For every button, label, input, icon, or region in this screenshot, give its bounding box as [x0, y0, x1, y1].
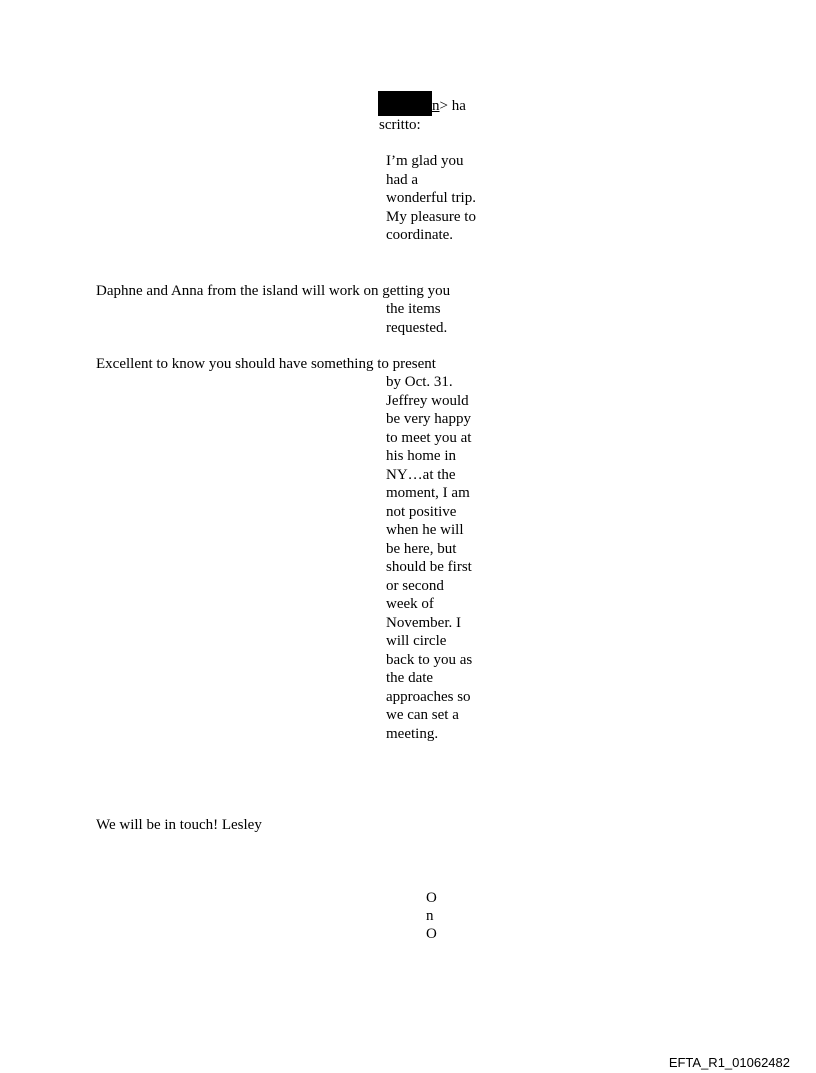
- stacked-letter-2: n: [426, 908, 434, 924]
- quoted-paragraph-3-lead: Excellent to know you should have something to present: [96, 356, 436, 372]
- scritto-label: scritto:: [379, 117, 421, 133]
- quoted-paragraph-2-rest: the items requested.: [386, 301, 448, 336]
- stacked-letter-1: O: [426, 890, 437, 906]
- sender-line: [432, 97, 466, 116]
- stacked-letter-3: O: [426, 926, 437, 942]
- redaction-block: [378, 91, 432, 116]
- sender-suffix: > ha: [439, 98, 466, 114]
- document-id: EFTA_R1_01062482: [668, 1055, 790, 1070]
- signoff-line: We will be in touch! Lesley: [96, 817, 262, 833]
- quoted-paragraph-3-rest: by Oct. 31. Jeffrey would be very happy to meet you at his home in NY…at the moment, I am not positive when he will be here, but should be first or second week of November. I will circle back to you as the date approaches so we can set a meeting.: [386, 374, 473, 742]
- sender-redaction-trail: n: [432, 98, 440, 114]
- quoted-paragraph-1: I’m glad you had a wonderful trip. My pleasure to coordinate.: [386, 153, 476, 243]
- quoted-paragraph-2-lead: Daphne and Anna from the island will work on getting you: [96, 283, 451, 299]
